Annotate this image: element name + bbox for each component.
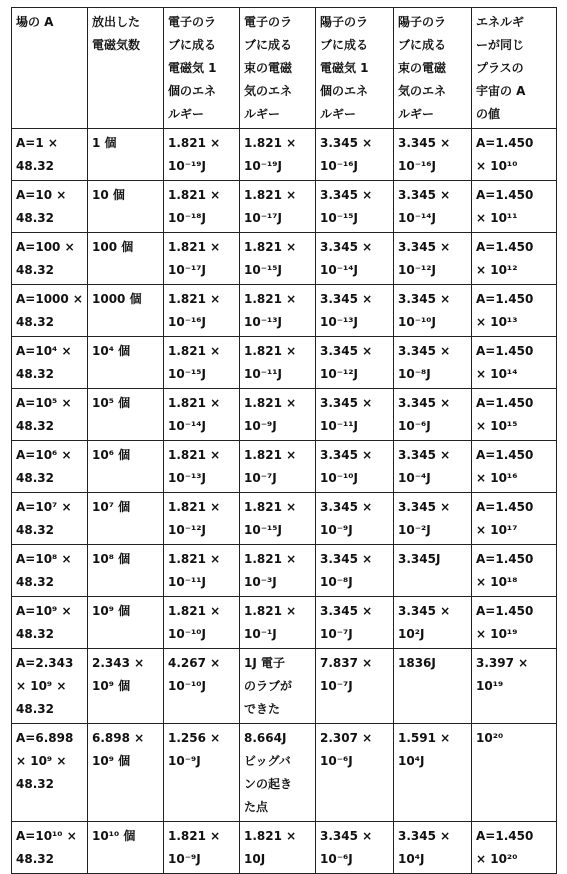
table-cell: A=1.450 × 10¹³ [472, 285, 557, 337]
table-cell: 1.821 × 10⁻⁹J [240, 389, 316, 441]
table-row [12, 129, 557, 181]
table-cell: 1.256 × 10⁻⁹J [164, 724, 240, 822]
table-cell: 7.837 × 10⁻⁷J [316, 649, 394, 724]
table-cell: 3.345 × 10⁻⁶J [316, 822, 394, 874]
table-cell: 3.345 × 10⁻⁸J [316, 545, 394, 597]
table-cell: A=1.450 × 10¹⁹ [472, 597, 557, 649]
table-header [12, 8, 557, 129]
table-cell: 8.664J ビッグバ ンの起き た点 [240, 724, 316, 822]
table-cell: 3.345 × 10⁻¹⁰J [316, 441, 394, 493]
table-row [12, 181, 557, 233]
table-cell: 10⁸ 個 [88, 545, 164, 597]
table-cell: 3.345 × 10⁻²J [394, 493, 472, 545]
table-cell: 10 個 [88, 181, 164, 233]
table-row [12, 493, 557, 545]
header-row [12, 8, 557, 129]
table-cell: 3.345 × 10⁻⁶J [394, 389, 472, 441]
table-cell: 1.821 × 10⁻¹⁷J [164, 233, 240, 285]
table-cell: 10⁷ 個 [88, 493, 164, 545]
table-cell: 3.345 × 10⁻¹¹J [316, 389, 394, 441]
table-cell: 1.821 × 10⁻¹⁸J [164, 181, 240, 233]
table-cell: A=10¹⁰ × 48.32 [12, 822, 88, 874]
table-cell: 6.898 × 10⁹ 個 [88, 724, 164, 822]
table-cell: 3.345 × 10²J [394, 597, 472, 649]
table-cell: A=10⁸ × 48.32 [12, 545, 88, 597]
table-cell: 10⁵ 個 [88, 389, 164, 441]
table-cell: A=100 × 48.32 [12, 233, 88, 285]
table-cell: 3.345 × 10⁻¹²J [394, 233, 472, 285]
table-cell: 1836J [394, 649, 472, 724]
table-cell: 1.591 × 10⁴J [394, 724, 472, 822]
table-row [12, 597, 557, 649]
table-cell: 10²⁰ [472, 724, 557, 822]
table-cell: A=1.450 × 10²⁰ [472, 822, 557, 874]
table-cell: 3.345 × 10⁻¹²J [316, 337, 394, 389]
table-cell: 3.345 × 10⁻¹⁴J [394, 181, 472, 233]
table-cell: A=1.450 × 10¹⁰ [472, 129, 557, 181]
table-cell: 3.345 × 10⁻⁴J [394, 441, 472, 493]
table-cell: 1 個 [88, 129, 164, 181]
table-cell: 3.345 × 10⁻⁷J [316, 597, 394, 649]
table-cell: 1.821 × 10⁻¹¹J [164, 545, 240, 597]
table-cell: 3.345 × 10⁻¹³J [316, 285, 394, 337]
table-row [12, 389, 557, 441]
energy-table [11, 7, 557, 874]
table-cell: 3.345 × 10⁻¹⁵J [316, 181, 394, 233]
table-cell: 1000 個 [88, 285, 164, 337]
table-cell: 10¹⁰ 個 [88, 822, 164, 874]
table-cell: 1.821 × 10⁻¹²J [164, 493, 240, 545]
table-cell: A=1.450 × 10¹⁵ [472, 389, 557, 441]
table-cell: 3.345 × 10⁻¹⁰J [394, 285, 472, 337]
table-cell: 100 個 [88, 233, 164, 285]
table-cell: 10⁴ 個 [88, 337, 164, 389]
table-cell: A=1.450 × 10¹⁴ [472, 337, 557, 389]
table-cell: A=10⁴ × 48.32 [12, 337, 88, 389]
table-cell: 1.821 × 10⁻¹¹J [240, 337, 316, 389]
table-cell: 3.345 × 10⁻¹⁴J [316, 233, 394, 285]
table-row [12, 441, 557, 493]
table-cell: 1.821 × 10⁻¹³J [164, 441, 240, 493]
table-cell: A=10⁹ × 48.32 [12, 597, 88, 649]
table-cell: 1.821 × 10⁻¹⁵J [240, 493, 316, 545]
table-cell: 2.343 × 10⁹ 個 [88, 649, 164, 724]
table-cell: 1.821 × 10⁻¹⁹J [240, 129, 316, 181]
header-cell-proton-single-energy: 陽子のラ ブに成る 電磁気 1 個のエネ ルギー [316, 8, 394, 129]
table-cell: A=1.450 × 10¹⁸ [472, 545, 557, 597]
table-cell: 1.821 × 10⁻⁷J [240, 441, 316, 493]
table-cell: 1.821 × 10⁻¹⁵J [240, 233, 316, 285]
table-cell: 3.345 × 10⁻¹⁶J [316, 129, 394, 181]
table-cell: A=1000 × 48.32 [12, 285, 88, 337]
table-cell: 1.821 × 10⁻¹³J [240, 285, 316, 337]
table-cell: 3.345 × 10⁻⁸J [394, 337, 472, 389]
table-cell: 1.821 × 10J [240, 822, 316, 874]
table-cell: A=1.450 × 10¹¹ [472, 181, 557, 233]
table-cell: 1.821 × 10⁻¹J [240, 597, 316, 649]
table-cell: 1J 電子 のラブが できた [240, 649, 316, 724]
table-cell: 10⁶ 個 [88, 441, 164, 493]
table-row [12, 285, 557, 337]
table-cell: A=1 × 48.32 [12, 129, 88, 181]
table-cell: 1.821 × 10⁻¹⁰J [164, 597, 240, 649]
table-row [12, 337, 557, 389]
table-cell: 1.821 × 10⁻¹⁴J [164, 389, 240, 441]
table-cell: A=1.450 × 10¹⁶ [472, 441, 557, 493]
table-cell: 1.821 × 10⁻⁹J [164, 822, 240, 874]
table-row [12, 233, 557, 285]
table-cell: A=10⁵ × 48.32 [12, 389, 88, 441]
header-cell-field-a: 場の A [12, 8, 88, 129]
table-body [12, 129, 557, 874]
table-cell: A=2.343 × 10⁹ × 48.32 [12, 649, 88, 724]
table-cell: 2.307 × 10⁻⁶J [316, 724, 394, 822]
table-cell: A=10⁷ × 48.32 [12, 493, 88, 545]
header-cell-electron-bundle-energy: 電子のラ ブに成る 束の電磁 気のエネ ルギー [240, 8, 316, 129]
table-cell: 1.821 × 10⁻¹⁵J [164, 337, 240, 389]
table-cell: 3.345 × 10⁴J [394, 822, 472, 874]
table-cell: 1.821 × 10⁻³J [240, 545, 316, 597]
header-cell-plus-universe-a: エネルギ ーが同じ プラスの 宇宙の A の値 [472, 8, 557, 129]
table-cell: 4.267 × 10⁻¹⁰J [164, 649, 240, 724]
table-cell: A=1.450 × 10¹⁷ [472, 493, 557, 545]
table-cell: A=10⁶ × 48.32 [12, 441, 88, 493]
table-cell: A=6.898 × 10⁹ × 48.32 [12, 724, 88, 822]
table-cell: 3.345 × 10⁻⁹J [316, 493, 394, 545]
header-cell-emitted-count: 放出した 電磁気数 [88, 8, 164, 129]
header-cell-electron-single-energy: 電子のラ ブに成る 電磁気 1 個のエネ ルギー [164, 8, 240, 129]
table-row [12, 724, 557, 822]
table-cell: A=1.450 × 10¹² [472, 233, 557, 285]
table-cell: 1.821 × 10⁻¹⁷J [240, 181, 316, 233]
table-cell: 3.345 × 10⁻¹⁶J [394, 129, 472, 181]
table-row [12, 822, 557, 874]
table-cell: 1.821 × 10⁻¹⁶J [164, 285, 240, 337]
header-cell-proton-bundle-energy: 陽子のラ ブに成る 束の電磁 気のエネ ルギー [394, 8, 472, 129]
table-cell: 3.397 × 10¹⁹ [472, 649, 557, 724]
table-row [12, 545, 557, 597]
table-cell: 1.821 × 10⁻¹⁹J [164, 129, 240, 181]
table-cell: 3.345J [394, 545, 472, 597]
table-row [12, 649, 557, 724]
table-cell: A=10 × 48.32 [12, 181, 88, 233]
table-cell: 10⁹ 個 [88, 597, 164, 649]
